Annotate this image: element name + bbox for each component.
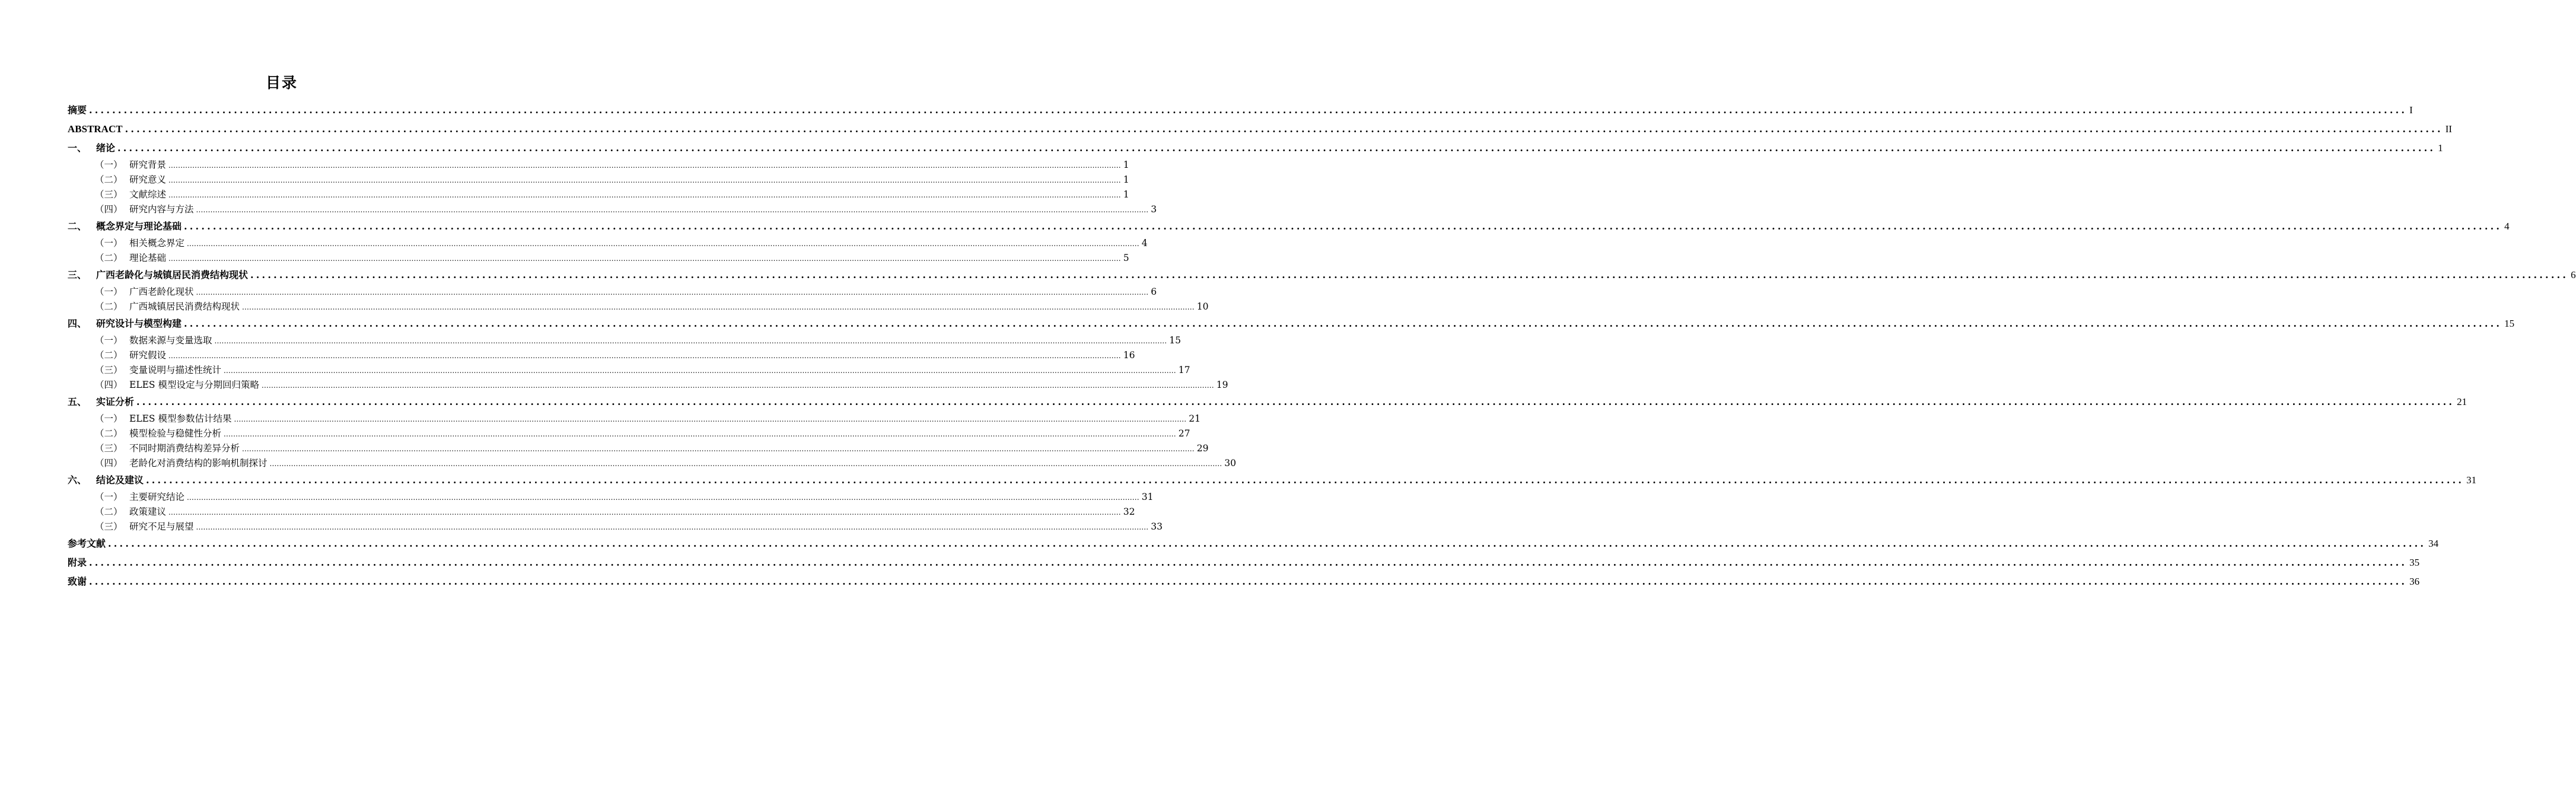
toc-entry-title: 摘要 [68, 104, 87, 116]
toc-entry-title: 主要研究结论 [129, 492, 185, 502]
dot-leader: ................................................................................................................................................................................................................................................................................................................................................................................................................ [250, 269, 2569, 280]
toc-entry-title: 模型检验与稳健性分析 [129, 428, 222, 439]
dot-leader: ................................................................................................................................................................................................................................................................................................................................................................................................................ [269, 460, 1222, 468]
toc-chapter-entry[interactable] [68, 553, 2420, 572]
toc-page-number: 34 [2428, 538, 2439, 549]
toc-page-number: 21 [2457, 396, 2467, 407]
toc-entry-title: 研究不足与展望 [129, 521, 194, 532]
dot-leader: ................................................................................................................................................................................................................................................................................................................................................................................................................ [261, 381, 1214, 390]
toc-page-number: 31 [1141, 492, 1154, 502]
toc-section-entry[interactable] [68, 490, 1154, 505]
toc-entry-number: （二） [95, 506, 123, 517]
toc-entry-number: （三） [95, 189, 123, 200]
toc-chapter-entry[interactable] [68, 471, 2477, 490]
dot-leader: ................................................................................................................................................................................................................................................................................................................................................................................................................ [89, 104, 2408, 116]
toc-entry-number: （二） [95, 253, 123, 263]
dot-leader: ................................................................................................................................................................................................................................................................................................................................................................................................................ [214, 337, 1167, 345]
toc-section-entry[interactable] [68, 441, 1209, 456]
dot-leader: ................................................................................................................................................................................................................................................................................................................................................................................................................ [168, 161, 1121, 170]
toc-section-entry[interactable] [68, 285, 1157, 299]
toc-section-entry[interactable] [68, 333, 1182, 348]
toc-page-number: 3 [1151, 204, 1157, 215]
dot-leader: ................................................................................................................................................................................................................................................................................................................................................................................................................ [196, 288, 1149, 297]
toc-entry-title: 研究背景 [129, 160, 167, 170]
toc-entry-number: （二） [95, 428, 123, 439]
toc-section-entry[interactable] [68, 202, 1157, 217]
toc-entry-number: （二） [95, 350, 123, 361]
dot-leader: ................................................................................................................................................................................................................................................................................................................................................................................................................ [196, 523, 1149, 531]
toc-section-entry[interactable] [68, 187, 1129, 202]
toc-chapter-entry[interactable] [68, 534, 2439, 553]
toc-chapter-entry[interactable] [68, 314, 2515, 333]
toc-entry-number: 五、 [68, 396, 87, 407]
toc-entry-number: （一） [95, 160, 123, 170]
toc-page-number: 19 [1216, 380, 1228, 390]
dot-leader: ................................................................................................................................................................................................................................................................................................................................................................................................................ [187, 240, 1139, 248]
toc-entry-title: 致谢 [68, 576, 87, 587]
dot-leader: ................................................................................................................................................................................................................................................................................................................................................................................................................ [117, 142, 2436, 154]
toc-entry-title: ELES 模型设定与分期回归策略 [129, 380, 259, 390]
toc-page-number: 17 [1178, 365, 1190, 375]
toc-page-number: 5 [1123, 253, 1129, 263]
toc-section-entry[interactable] [68, 251, 1129, 266]
toc-page-number: 4 [1141, 238, 1148, 248]
toc-entry-number: （四） [95, 458, 123, 468]
toc-page-number: 29 [1196, 443, 1209, 454]
toc-entry-title: ABSTRACT [68, 123, 123, 135]
toc-chapter-entry[interactable] [68, 266, 2576, 285]
toc-entry-title: 实证分析 [96, 396, 135, 407]
toc-entry-number: （三） [95, 521, 123, 532]
toc-chapter-entry[interactable] [68, 139, 2443, 158]
dot-leader: ................................................................................................................................................................................................................................................................................................................................................................................................................ [89, 576, 2408, 587]
toc-section-entry[interactable] [68, 412, 1201, 426]
toc-page-number: 21 [1189, 413, 1201, 424]
toc-entry-title: 广西老龄化现状 [129, 286, 194, 297]
dot-leader: ................................................................................................................................................................................................................................................................................................................................................................................................................ [187, 493, 1139, 502]
toc-entry-title: 研究假设 [129, 350, 167, 361]
toc-entry-title: 相关概念界定 [129, 238, 185, 248]
toc-page-number: 15 [1169, 335, 1182, 346]
toc-page-number: 6 [1151, 286, 1157, 297]
toc-entry-number: （三） [95, 443, 123, 454]
toc-section-entry[interactable] [68, 426, 1190, 441]
dot-leader: ................................................................................................................................................................................................................................................................................................................................................................................................................ [168, 254, 1121, 263]
dot-leader: ................................................................................................................................................................................................................................................................................................................................................................................................................ [242, 445, 1195, 453]
toc-page-number: 15 [2504, 318, 2515, 329]
toc-entry-title: 老龄化对消费结构的影响机制探讨 [129, 458, 268, 468]
toc-entry-title: 附录 [68, 557, 87, 568]
toc-chapter-entry[interactable] [68, 572, 2420, 591]
toc-section-entry[interactable] [68, 378, 1228, 393]
toc-entry-title: 研究设计与模型构建 [96, 318, 182, 329]
dot-leader: ................................................................................................................................................................................................................................................................................................................................................................................................................ [242, 303, 1195, 311]
toc-entry-number: （二） [95, 174, 123, 185]
toc-entry-number: 四、 [68, 318, 87, 329]
toc-entry-number: 二、 [68, 221, 87, 232]
dot-leader: ................................................................................................................................................................................................................................................................................................................................................................................................................ [89, 557, 2408, 568]
toc-page-number: 1 [1123, 174, 1129, 185]
toc-entry-title: 参考文献 [68, 538, 106, 549]
dot-leader: ................................................................................................................................................................................................................................................................................................................................................................................................................ [234, 415, 1187, 423]
dot-leader: ................................................................................................................................................................................................................................................................................................................................................................................................................ [184, 318, 2502, 329]
toc-entry-number: 六、 [68, 474, 87, 486]
toc-entry-title: 绪论 [96, 142, 116, 154]
toc-section-entry[interactable] [68, 519, 1163, 534]
toc-page-number: 1 [2438, 142, 2443, 154]
toc-section-entry[interactable] [68, 173, 1129, 187]
toc-entry-number: （一） [95, 492, 123, 502]
toc-page-number: 32 [1123, 506, 1135, 517]
toc-entry-number: （二） [95, 301, 123, 312]
toc-entry-title: 理论基础 [129, 253, 167, 263]
toc-page-number: 33 [1151, 521, 1163, 532]
toc-entry-title: 政策建议 [129, 506, 167, 517]
toc-entry-title: 广西城镇居民消费结构现状 [129, 301, 240, 312]
toc-page-number: I [2409, 104, 2413, 116]
toc-entry-number: （一） [95, 413, 123, 424]
toc-entry-title: 广西老龄化与城镇居民消费结构现状 [96, 269, 249, 280]
dot-leader: ................................................................................................................................................................................................................................................................................................................................................................................................................ [184, 221, 2502, 232]
toc-page-number: 1 [1123, 160, 1129, 170]
toc-entry-title: ELES 模型参数估计结果 [129, 413, 232, 424]
toc-section-entry[interactable] [68, 456, 1237, 471]
dot-leader: ................................................................................................................................................................................................................................................................................................................................................................................................................ [125, 123, 2443, 135]
dot-leader: ................................................................................................................................................................................................................................................................................................................................................................................................................ [168, 191, 1121, 199]
toc-entry-number: （一） [95, 335, 123, 346]
toc-entry-number: 一、 [68, 142, 87, 154]
toc-page-number: II [2445, 123, 2453, 135]
dot-leader: ................................................................................................................................................................................................................................................................................................................................................................................................................ [168, 508, 1121, 517]
dot-leader: ................................................................................................................................................................................................................................................................................................................................................................................................................ [146, 474, 2464, 486]
toc-chapter-entry[interactable] [68, 101, 2413, 120]
toc-entry-title: 变量说明与描述性统计 [129, 365, 222, 375]
toc-section-entry[interactable] [68, 363, 1190, 378]
toc-section-entry[interactable] [68, 505, 1135, 519]
toc-chapter-entry[interactable] [68, 217, 2510, 236]
toc-page-number: 31 [2466, 474, 2477, 486]
dot-leader: ................................................................................................................................................................................................................................................................................................................................................................................................................ [168, 352, 1121, 360]
toc-chapter-entry[interactable] [68, 120, 2453, 139]
toc-entry-title: 文献综述 [129, 189, 167, 200]
toc-page-number: 10 [1196, 301, 1209, 312]
page-title: 目录 [265, 74, 298, 91]
toc-entry-number: （一） [95, 238, 123, 248]
dot-leader: ................................................................................................................................................................................................................................................................................................................................................................................................................ [224, 430, 1176, 438]
toc-entry-title: 研究内容与方法 [129, 204, 194, 215]
toc-page-number: 27 [1178, 428, 1190, 439]
dot-leader: ................................................................................................................................................................................................................................................................................................................................................................................................................ [196, 206, 1149, 214]
toc-page-number: 36 [2409, 576, 2420, 587]
dot-leader: ................................................................................................................................................................................................................................................................................................................................................................................................................ [168, 176, 1121, 184]
toc-entry-title: 不同时期消费结构差异分析 [129, 443, 240, 454]
toc-page-number: 4 [2504, 221, 2510, 232]
toc-chapter-entry[interactable] [68, 393, 2467, 412]
toc-entry-number: 三、 [68, 269, 87, 280]
toc-entry-title: 数据来源与变量选取 [129, 335, 212, 346]
toc-entry-title: 研究意义 [129, 174, 167, 185]
dot-leader: ................................................................................................................................................................................................................................................................................................................................................................................................................ [108, 538, 2427, 549]
toc-page-number: 6 [2571, 269, 2576, 280]
toc-section-entry[interactable] [68, 158, 1129, 173]
toc-section-entry[interactable] [68, 236, 1148, 251]
toc-entry-title: 概念界定与理论基础 [96, 221, 182, 232]
toc-page-number: 16 [1123, 350, 1135, 361]
toc-entry-number: （四） [95, 380, 123, 390]
toc-entry-number: （一） [95, 286, 123, 297]
toc-entry-number: （三） [95, 365, 123, 375]
toc-section-entry[interactable] [68, 299, 1209, 314]
toc-section-entry[interactable] [68, 348, 1135, 363]
dot-leader: ................................................................................................................................................................................................................................................................................................................................................................................................................ [224, 366, 1176, 375]
toc-entry-title: 结论及建议 [96, 474, 144, 486]
toc-page-number: 35 [2409, 557, 2420, 568]
toc-page-number: 30 [1224, 458, 1237, 468]
toc-entry-number: （四） [95, 204, 123, 215]
toc-page-number: 1 [1123, 189, 1129, 200]
dot-leader: ................................................................................................................................................................................................................................................................................................................................................................................................................ [136, 396, 2455, 407]
table-of-contents [68, 101, 2576, 591]
